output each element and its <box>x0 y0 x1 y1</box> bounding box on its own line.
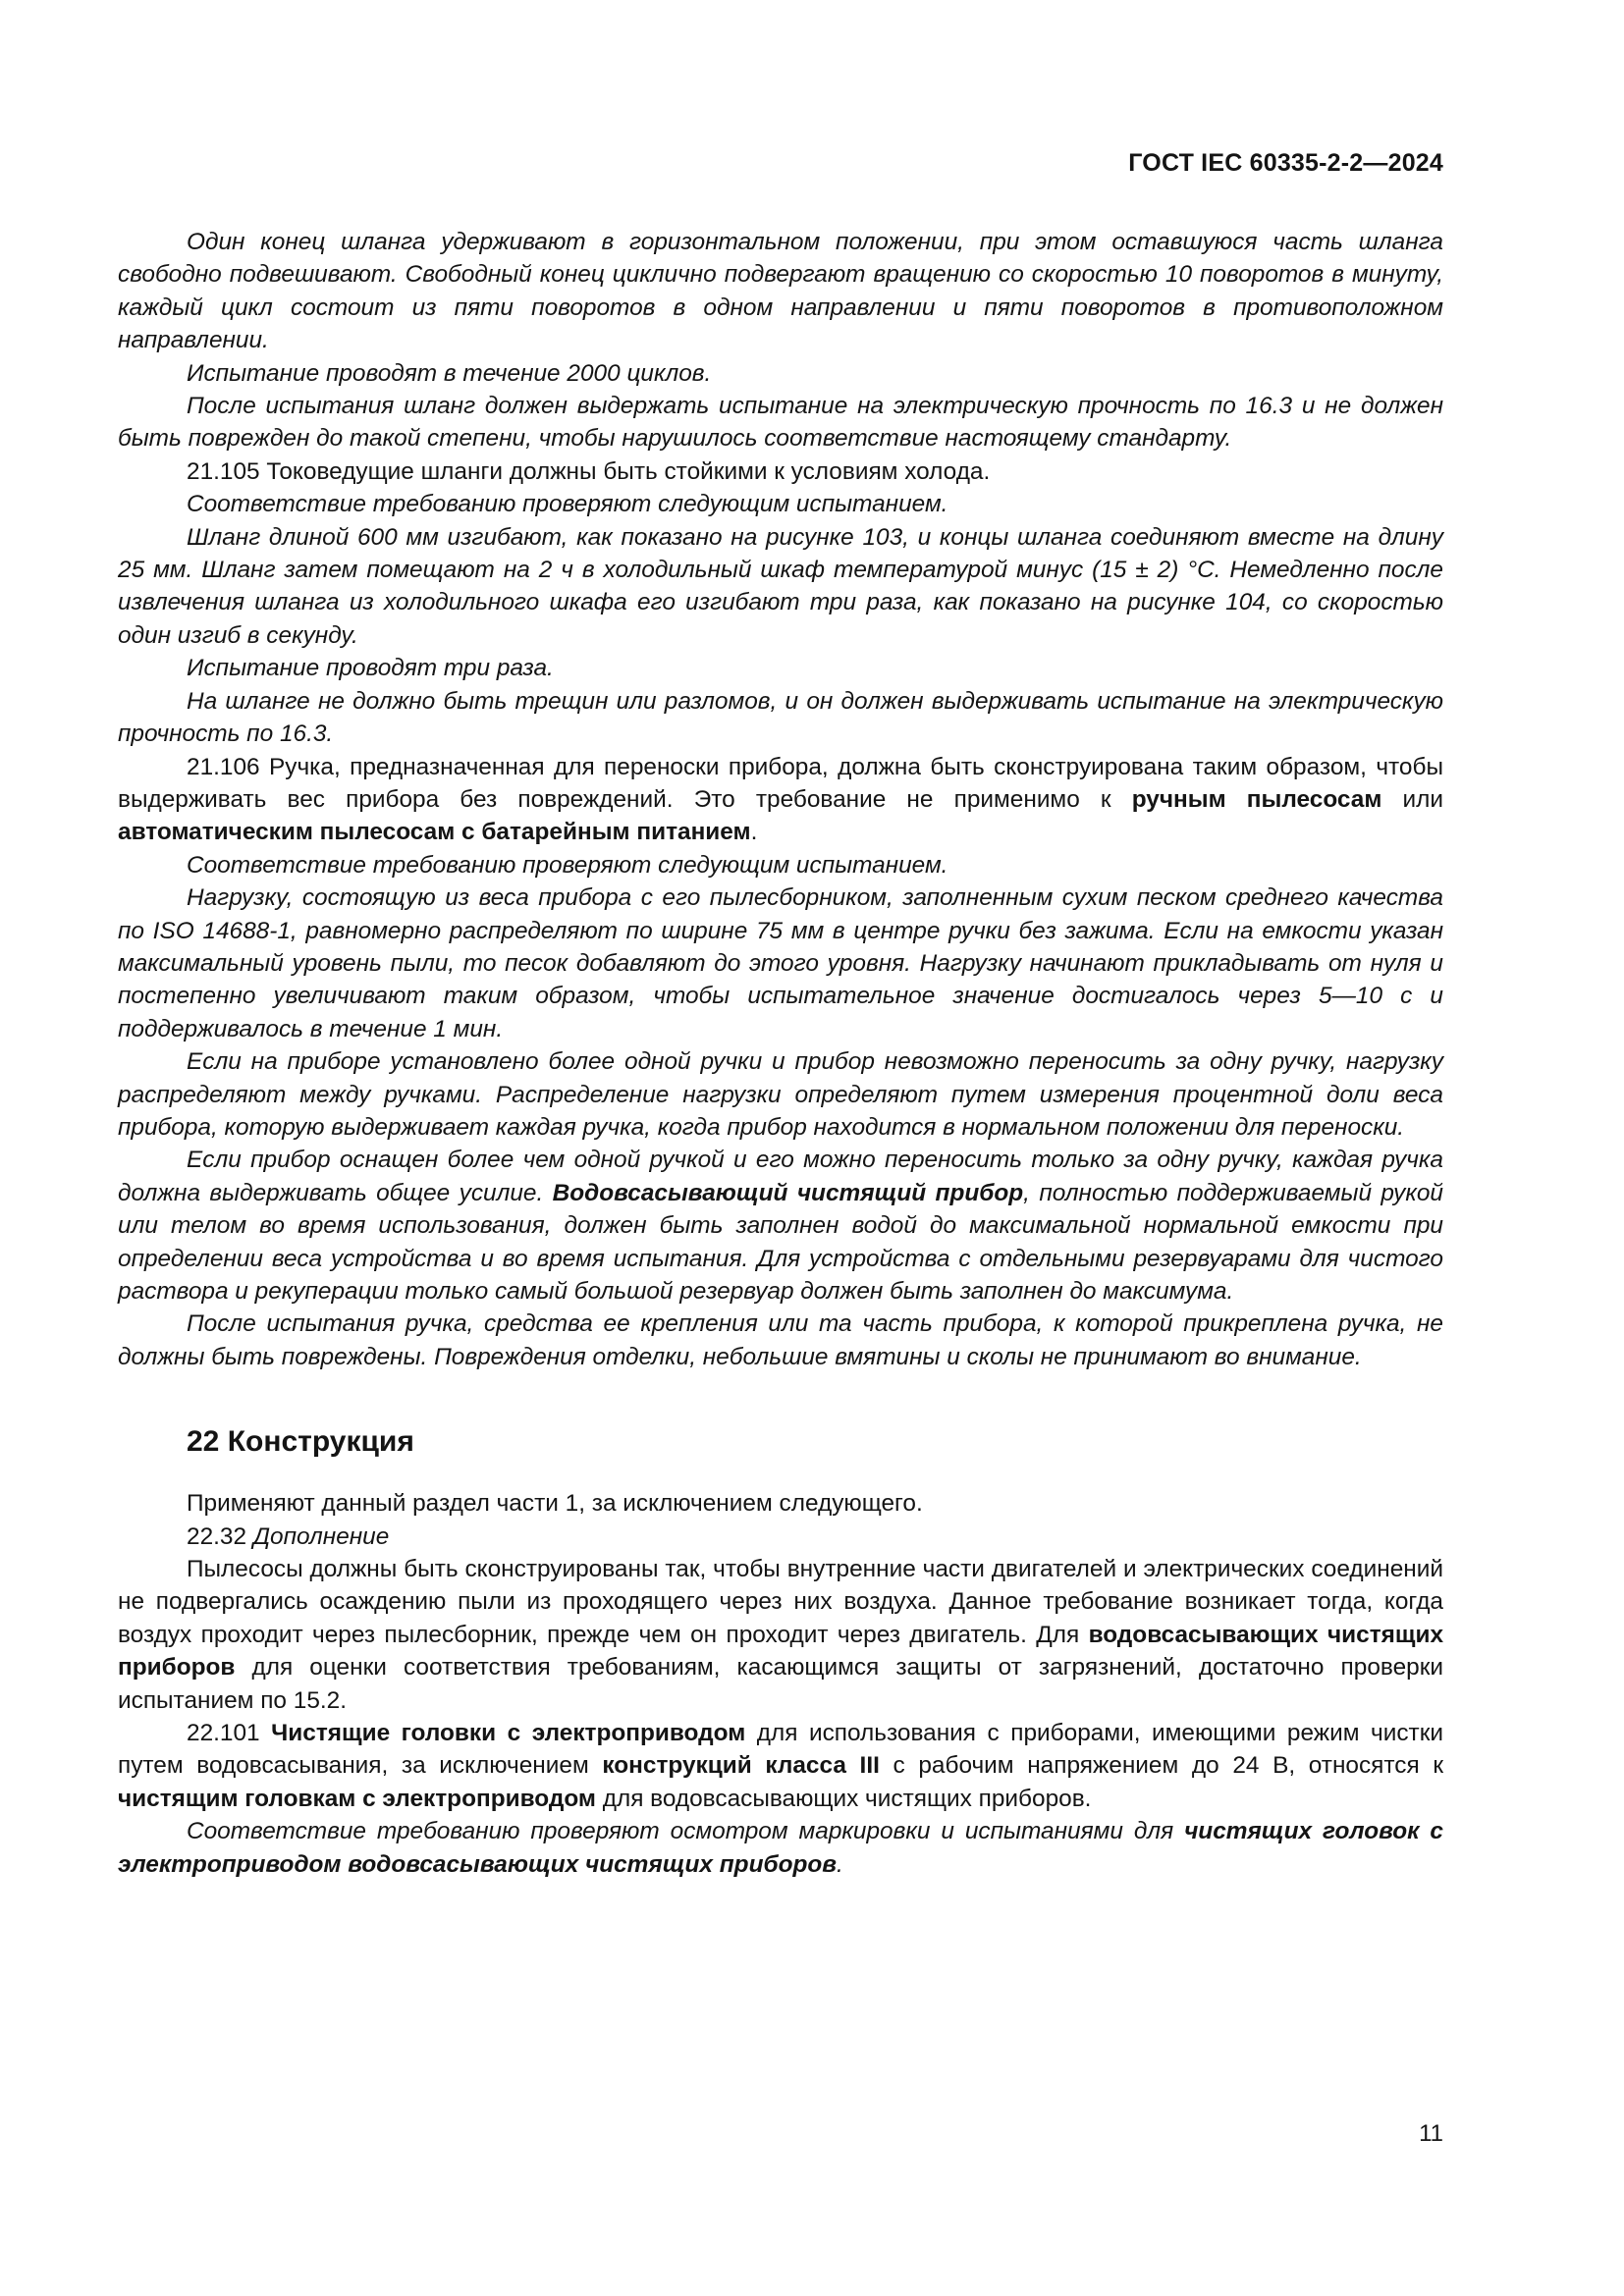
text-run: для оценки соответствия требованиям, касающимся защиты от загрязнений, достаточно проверки испытанием по 15.2. <box>118 1654 1443 1714</box>
paragraph: Испытание проводят три раза. <box>187 655 554 682</box>
page-body <box>118 226 1443 1881</box>
text-run: . <box>750 819 758 846</box>
clause-number: 22.32 <box>187 1522 247 1550</box>
document-code: ГОСТ IEC 60335-2-2—2024 <box>1128 149 1443 177</box>
term: Водовсасывающий чистящий прибор <box>552 1179 1024 1206</box>
text-run: с рабочим напряжением до 24 В, относятся к <box>879 1752 1443 1780</box>
paragraph: На шланге не должно быть трещин или разломов, и он должен выдерживать испытание на электрическую прочность по 16.3. <box>118 687 1443 748</box>
paragraph: Один конец шланга удерживают в горизонтальном положении, при этом оставшуюся часть шланга свободно подвешивают. Свободный конец циклично подвергают вращению со скоростью 10 поворотов в минуту, каждый цикл состоит из пяти поворотов в одном направлении и пяти поворотов в противоположном направлении. <box>118 229 1443 354</box>
section-heading: 22 Конструкция <box>187 1425 414 1459</box>
paragraph: Шланг длиной 600 мм изгибают, как показано на рисунке 103, и концы шланга соединяют вместе на длину 25 мм. Шланг затем помещают на 2 ч в холодильный шкаф температурой минус (15 ± 2) °С. Немедленно после извлечения шланга из холодильного шкафа его изгибают три раза, как показано на рисунке 104, со скоростью один изгиб в секунду. <box>118 523 1443 649</box>
paragraph: Если на приборе установлено более одной ручки и прибор невозможно переносить за одну ручку, нагрузку распределяют между ручками. Распределение нагрузки определяют путем измерения процентной доли веса прибора, которую выдерживает каждая ручка, когда прибор находится в нормальном положении для переноски. <box>118 1048 1443 1141</box>
paragraph: Соответствие требованию проверяют следующим испытанием. <box>187 491 948 518</box>
text-run: Пылесосы должны быть сконструированы так, чтобы внутренние части двигателей и электрических соединений не подвергались осаждению пыли из проходящего через них воздуха. Данное требование возникает тогда, когда воздух проходит через пылесборник, прежде чем он проходит через двигатель. Для <box>118 1556 1443 1648</box>
text-run: 22.101 <box>187 1720 272 1747</box>
paragraph <box>118 1553 1443 1717</box>
term: чистящих головок с электроприводом водовсасывающих чистящих приборов <box>118 1818 1443 1878</box>
text-run: для водовсасывающих чистящих приборов. <box>595 1785 1092 1812</box>
clause-title: Дополнение <box>252 1522 390 1550</box>
text-run: , полностью поддерживаемый рукой или телом во время использования, должен быть заполнен водой до максимальной нормальной емкости при определении веса устройства и во время испытания. Для устройства с отдельными резервуарами для чистого раствора и рекуперации только самый большой резервуар должен быть заполнен до максимума. <box>118 1179 1443 1305</box>
paragraph: Нагрузку, состоящую из веса прибора с его пылесборником, заполненным сухим песком среднего качества по ISO 14688-1, равномерно распределяют по ширине 75 мм в центре ручки без зажима. Если на емкости указан максимальный уровень пыли, то песок добавляют до этого уровня. Нагрузку начинают прикладывать от нуля и постепенно увеличивают таким образом, чтобы испытательное значение достигалось через 5—10 с и поддерживалось в течение 1 мин. <box>118 884 1443 1042</box>
term: водовсасывающих чистящих приборов <box>118 1621 1444 1682</box>
term: ручным пылесосам <box>1131 785 1382 813</box>
term: чистящим головкам с электроприводом <box>118 1785 596 1812</box>
clause-21-105: 21.105 Токоведущие шланги должны быть стойкими к условиям холода. <box>187 457 991 485</box>
text-run: для использования с приборами, имеющими режим чистки путем водовсасывания, за исключением <box>118 1720 1443 1780</box>
clause-22-101 <box>118 1717 1443 1815</box>
paragraph: Испытание проводят в течение 2000 циклов. <box>187 359 712 387</box>
paragraph: Соответствие требованию проверяют следующим испытанием. <box>187 851 948 879</box>
text-run: Соответствие требованию проверяют осмотром маркировки и испытаниями для <box>187 1818 1185 1845</box>
paragraph <box>118 1144 1443 1308</box>
paragraph: Применяют данный раздел части 1, за исключением следующего. <box>187 1490 923 1518</box>
text-run: Если прибор оснащен более чем одной ручкой и его можно переносить только за одну ручку, каждая ручка должна выдерживать общее усилие. <box>118 1147 1443 1206</box>
clause-21-106 <box>118 751 1443 849</box>
page-number: 11 <box>1419 2120 1443 2147</box>
text-run: 21.106 Ручка, предназначенная для переноски прибора, должна быть сконструирована таким образом, чтобы выдерживать вес прибора без повреждений. Это требование не применимо к <box>118 753 1443 813</box>
term: Чистящие головки с электроприводом <box>271 1720 746 1747</box>
term: автоматическим пылесосам с батарейным питанием <box>118 819 751 846</box>
paragraph <box>118 1815 1443 1881</box>
paragraph: После испытания шланг должен выдержать испытание на электрическую прочность по 16.3 и не должен быть поврежден до такой степени, чтобы нарушилось соответствие настоящему стандарту. <box>118 393 1443 453</box>
paragraph: После испытания ручка, средства ее крепления или та часть прибора, к которой прикреплена ручка, не должны быть повреждены. Повреждения отделки, небольшие вмятины и сколы не принимают во внимание. <box>118 1310 1443 1370</box>
term: конструкций класса III <box>602 1752 880 1780</box>
text-run: . <box>837 1850 843 1878</box>
clause-22-32 <box>118 1521 1443 1553</box>
text-run: или <box>1381 785 1443 813</box>
